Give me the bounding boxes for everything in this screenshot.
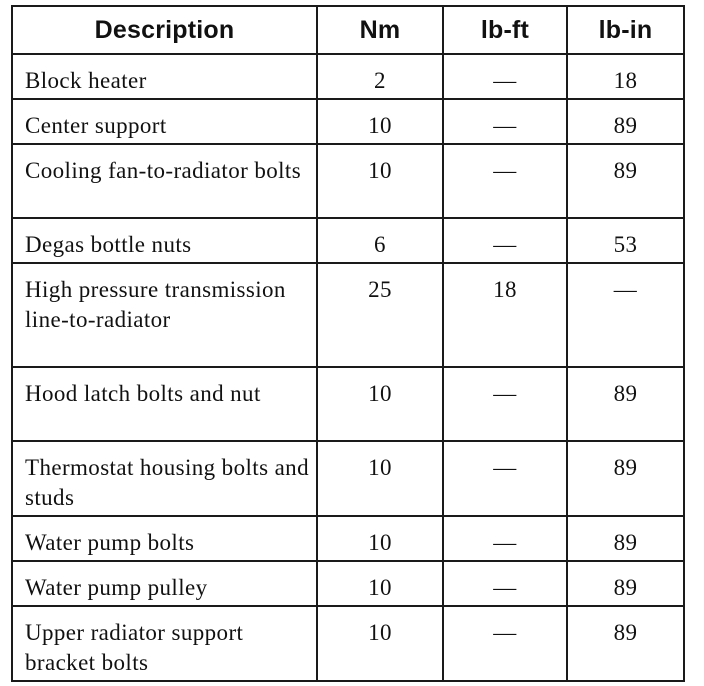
torque-specifications-table — [11, 5, 685, 682]
table-row — [12, 144, 684, 218]
table-row — [12, 99, 684, 144]
lb-in-cell: 89 — [567, 144, 684, 218]
description-cell: Water pump bolts — [12, 516, 317, 561]
table-row — [12, 441, 684, 516]
lb-ft-cell: — — [443, 144, 567, 218]
table-row — [12, 54, 684, 99]
lb-in-cell: 89 — [567, 516, 684, 561]
nm-cell: 10 — [317, 367, 443, 441]
description-cell: Center support — [12, 99, 317, 144]
lb-in-cell: 89 — [567, 441, 684, 516]
table-row — [12, 561, 684, 606]
lb-in-cell: 53 — [567, 218, 684, 263]
lb-ft-cell: — — [443, 441, 567, 516]
lb-in-cell: 89 — [567, 367, 684, 441]
lb-ft-cell: — — [443, 54, 567, 99]
lb-ft-cell: — — [443, 606, 567, 681]
header-lb-in: lb-in — [567, 6, 684, 54]
header-lb-ft: lb-ft — [443, 6, 567, 54]
description-cell: Cooling fan-to-radiator bolts — [12, 144, 317, 218]
description-cell: Block heater — [12, 54, 317, 99]
table-row — [12, 263, 684, 367]
nm-cell: 10 — [317, 144, 443, 218]
description-cell: High pressure transmission line-to-radiator — [12, 263, 317, 367]
table-row — [12, 516, 684, 561]
description-cell: Water pump pulley — [12, 561, 317, 606]
nm-cell: 10 — [317, 606, 443, 681]
description-cell: Thermostat housing bolts and studs — [12, 441, 317, 516]
nm-cell: 6 — [317, 218, 443, 263]
lb-ft-cell: — — [443, 99, 567, 144]
lb-ft-cell: — — [443, 561, 567, 606]
lb-ft-cell: — — [443, 516, 567, 561]
lb-ft-cell: — — [443, 218, 567, 263]
lb-in-cell: 89 — [567, 606, 684, 681]
lb-ft-cell: 18 — [443, 263, 567, 367]
table-body — [12, 54, 684, 681]
nm-cell: 2 — [317, 54, 443, 99]
description-cell: Degas bottle nuts — [12, 218, 317, 263]
lb-in-cell: 89 — [567, 99, 684, 144]
table-row — [12, 606, 684, 681]
table-row — [12, 218, 684, 263]
header-row — [12, 6, 684, 54]
nm-cell: 10 — [317, 561, 443, 606]
header-nm: Nm — [317, 6, 443, 54]
table-header — [12, 6, 684, 54]
nm-cell: 10 — [317, 516, 443, 561]
table-row — [12, 367, 684, 441]
nm-cell: 25 — [317, 263, 443, 367]
header-description: Description — [12, 6, 317, 54]
lb-in-cell: 18 — [567, 54, 684, 99]
description-cell: Upper radiator support bracket bolts — [12, 606, 317, 681]
lb-in-cell: 89 — [567, 561, 684, 606]
lb-ft-cell: — — [443, 367, 567, 441]
nm-cell: 10 — [317, 99, 443, 144]
lb-in-cell: — — [567, 263, 684, 367]
description-cell: Hood latch bolts and nut — [12, 367, 317, 441]
nm-cell: 10 — [317, 441, 443, 516]
